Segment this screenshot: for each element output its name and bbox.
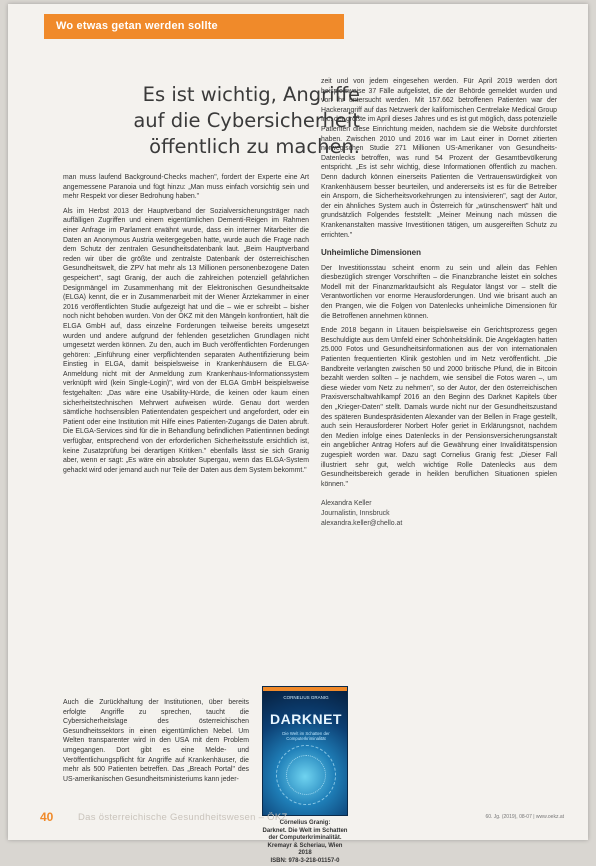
cover-title: DARKNET [270,711,342,727]
article-column-left [63,173,309,480]
caption-line: ISBN: 978-3-218-01157-0 [270,857,340,864]
caption-line: der Computerkriminalität. [268,835,342,842]
cover-band [263,687,348,691]
paragraph: Auch die Zurückhaltung der Institutionen, über bereits erfolgte Angriffe zu sprechen, taucht die Cybersicherheitslage des österreichischen Gesundheitssektors in einen eigentümlichen Nebel. Um Welten transparenter wird in den USA mit dem Problem umgegangen. Dort gibt es eine Melde- und Veröffentlichungspflicht für Angriffe auf Krankenhäuser, die mehr als 500 Patienten betreffen. Das „Breach Portal" des US-amerikanischen Gesundheitsministeriums kann jeder- [63,699,249,783]
caption-line: Cornelius Granig: [279,820,331,826]
cover-graphic [286,755,326,795]
paragraph: Der Investitionsstau scheint enorm zu sein und allein das Fehlen diesbezüglich strenger Vorschriften – die Finanzbranche leistet ein solches Modell mit der Finanzmarktaufsicht als Regulator längst vor – stellt die Verantwortlichen vor enorme Herausforderungen. Und wie brisant auch an den Prangen, wie die Folgen von Datenlecks unheimliche Dimensionen für die Betroffenen annehmen können. [321,264,557,320]
book-feature [262,686,348,866]
paragraph: Als im Herbst 2013 der Hauptverband der Sozialversicherungsträger nach auffälligen Zugriffen und einem eigentümlichen Dementi-Reigen im Rahmen einer Anfrage im Parlament erwähnt wurde, dass ein interner Mitarbeiter die Daten an Anonymous Austria weitergegeben hatte, wurde auch die Frage nach dem Schutz der zentralen Gesundheitsdatenbank laut. „Beim Hauptverband reden wir über die größte und zentralste Datenbank der österreichischen Gesundheitswelt, die ZPV hat mehr als 13 Millionen personenbezogene Daten gespeichert", sagt Granig, der auch die zahlreichen potenziell gefährlichen Designmängel im Zusammenhang mit der Elektronischen Gesundheitsakte (ELGA) kennt, die er in Zusammenarbeit mit der Wiener Ärztekammer in einer 2016 veröffentlichten Studie aufgezeigt hat und die – wie er schreibt – bisher noch nicht behoben wurden. Von der ÖKZ mit den Mängeln konfrontiert, hält die ELGA GmbH auf, dass einzelne Forderungen teilweise bereits umgesetzt wurden und andere aufgrund der fehlenden gesetzlichen Grundlagen nicht umgesetzt werden können. Zu den, auch im Buch veröffentlichten Forderungen gehören: „Einführung einer verpflichtenden separaten Authentifizierung beim Einstieg in ELGA, damit beispielsweise in Krankenhäusern die ELGA-Anmeldung nicht mit der Anmeldung zum Krankenhaus-Informationssystem verknüpft wird (kein Single-Login)", wird von der ELGA GmbH beispielsweise festgehalten: „Das wäre eine Usability-Hürde, die keinen oder kaum einen sicherheitstechnischen Mehrwert aufweisen würde. Genau dort werden sämtliche hochsensiblen Patientendaten gespeichert und angefordert, oder ein Patient oder eine Institution mit Hilfe eines Patienten-Zugangs die Daten abruft. Die ELGA-Services sind für die in Behandlung befindlichen Patientinnen bedingt verfügbar, entsprechend von der erforderlichen Sicherheitsstufe ersichtlich ist, keine Zusatzprüfung bei derartigen Kritiken." ebenfalls lässt sie sich Granig aber, wenn er sagt: „Es wäre ein absoluter Supergau, wenn das ELGA-System gehackt wird oder jemand auch nur Teile der Daten aus dem System bekommt." [63,207,309,474]
issue-meta: 60. Jg. (2019), 08-07 | www.oekz.at [485,814,564,820]
caption-line: Kremayr & Scheriau, Wien 2018 [267,842,343,857]
caption-line: Darknet. Die Welt im Schatten [262,827,348,834]
section-banner: Wo etwas getan werden sollte [44,14,344,39]
page-number: 40 [40,810,54,824]
book-cover-image [262,686,348,816]
article-column-right [321,77,557,528]
author-email: alexandra.keller@chello.at [321,519,403,527]
paragraph: man muss laufend Background-Checks machen", fordert der Experte eine Art angemessene Paranoia und fügt hinzu: „Man muss einfach vorsichtig sein und mehr Respekt vor dieser Bedrohung haben." [63,174,309,201]
cover-author: CORNELIUS GRANIG [283,695,329,700]
author-signoff [321,499,557,528]
cover-subtitle: Die Welt im Schatten der Computerkriminalität [282,731,330,741]
author-name: Alexandra Keller [321,500,372,508]
section-heading: Unheimliche Dimensionen [321,248,422,258]
paragraph: zeit und von jedem eingesehen werden. Für April 2019 werden dort beispielsweise 37 Fälle aufgelistet, die der Behörde gemeldet wurden und von ihr untersucht werden. Mit 157.662 betroffenen Patienten war der Hackerangriff auf das Netzwerk der kalifornischen Centrelake Medical Group Inc. der größte im April dieses Jahres und es ist gut möglich, dass potenzielle Patienten diese Einrichtung meiden, nachdem sie die Website durchforstet haben. Zwischen 2010 und 2016 war im Laut einer in Dornet zitierten norwegischen Studie 271 Millionen US-Amerikaner von Gesundheits-Datenlecks betroffen, was rund 54 Prozent der Gesamtbevölkerung entspricht. „Es ist sehr wichtig, diese Informationen öffentlich zu machen. Denn dadurch können einerseits Patienten die Vertrauenswürdigkeit von Krankenhäusern besser beurteilen, und andererseits ist es für die Betreiber ein Ansporn, die Sicherheitsvorkehrungen zu intensivieren", sagt der Autor, der ein ähnliches System auch in Österreich für „wünschenswert" hält und grundsätzlich Folgendes feststellt: „Meiner Meinung nach müssen die Krankenanstalten massive Investitionen tätigen, um ausgereiften Schutz zu errichten." [321,78,557,239]
magazine-page [8,4,588,864]
paragraph: Ende 2018 begann in Litauen beispielsweise ein Gerichtsprozess gegen Beschuldigte aus dem Umfeld einer Schönheitsklinik. Die Angeklagten hatten 25.000 Fotos und Gesundheitsinformationen aus der von internationalen Patienten frequentierten Klinik gestohlen und im Netz veröffentlicht. „Die Bandbreite verlangten zwischen 50 und 2000 britische Pfund, die in Bitcoin bezahlt werden sollten – je nachdem, wie sensibel die Fotos waren –, um diese wieder vom Netz zu nehmen", so der Autor, der den österreichischen Praxisverschaltwahlkampf 2016 an den Beginn des Darknet Kapitels über den „Krieger-Daten" stellt. Damals wurde nicht nur der Gesundheitszustand des späteren Bundespräsidenten Alexander van der Bellen in Frage gestellt, auch sein Herausforderer Norbert Hofer geriet in Erklärungsnot, nachdem den Medien infolge eines Datenlecks in der Pensionsversicherungsanstalt ein angeblicher Antrag Hofers auf die Gewährung einer Invaliditätspension zugespielt worden war. Dazu sagt Cornelius Granig fest: „Dieser Fall illustriert sehr gut, welch wichtige Rolle Datenlecks aus dem Gesundheitsbereich gerade in heiklen beruflichen Situationen spielen können." [321,327,557,488]
magazine-title: Das österreichische Gesundheitswesen – ÖKZ [78,812,288,823]
author-role: Journalistin, Innsbruck [321,509,390,517]
page-footer [38,810,568,826]
pull-quote: Es ist wichtig, Angriffe auf die Cybersicherheit öffentlich zu machen. [133,83,360,158]
article-column-left-bottom [63,698,249,789]
